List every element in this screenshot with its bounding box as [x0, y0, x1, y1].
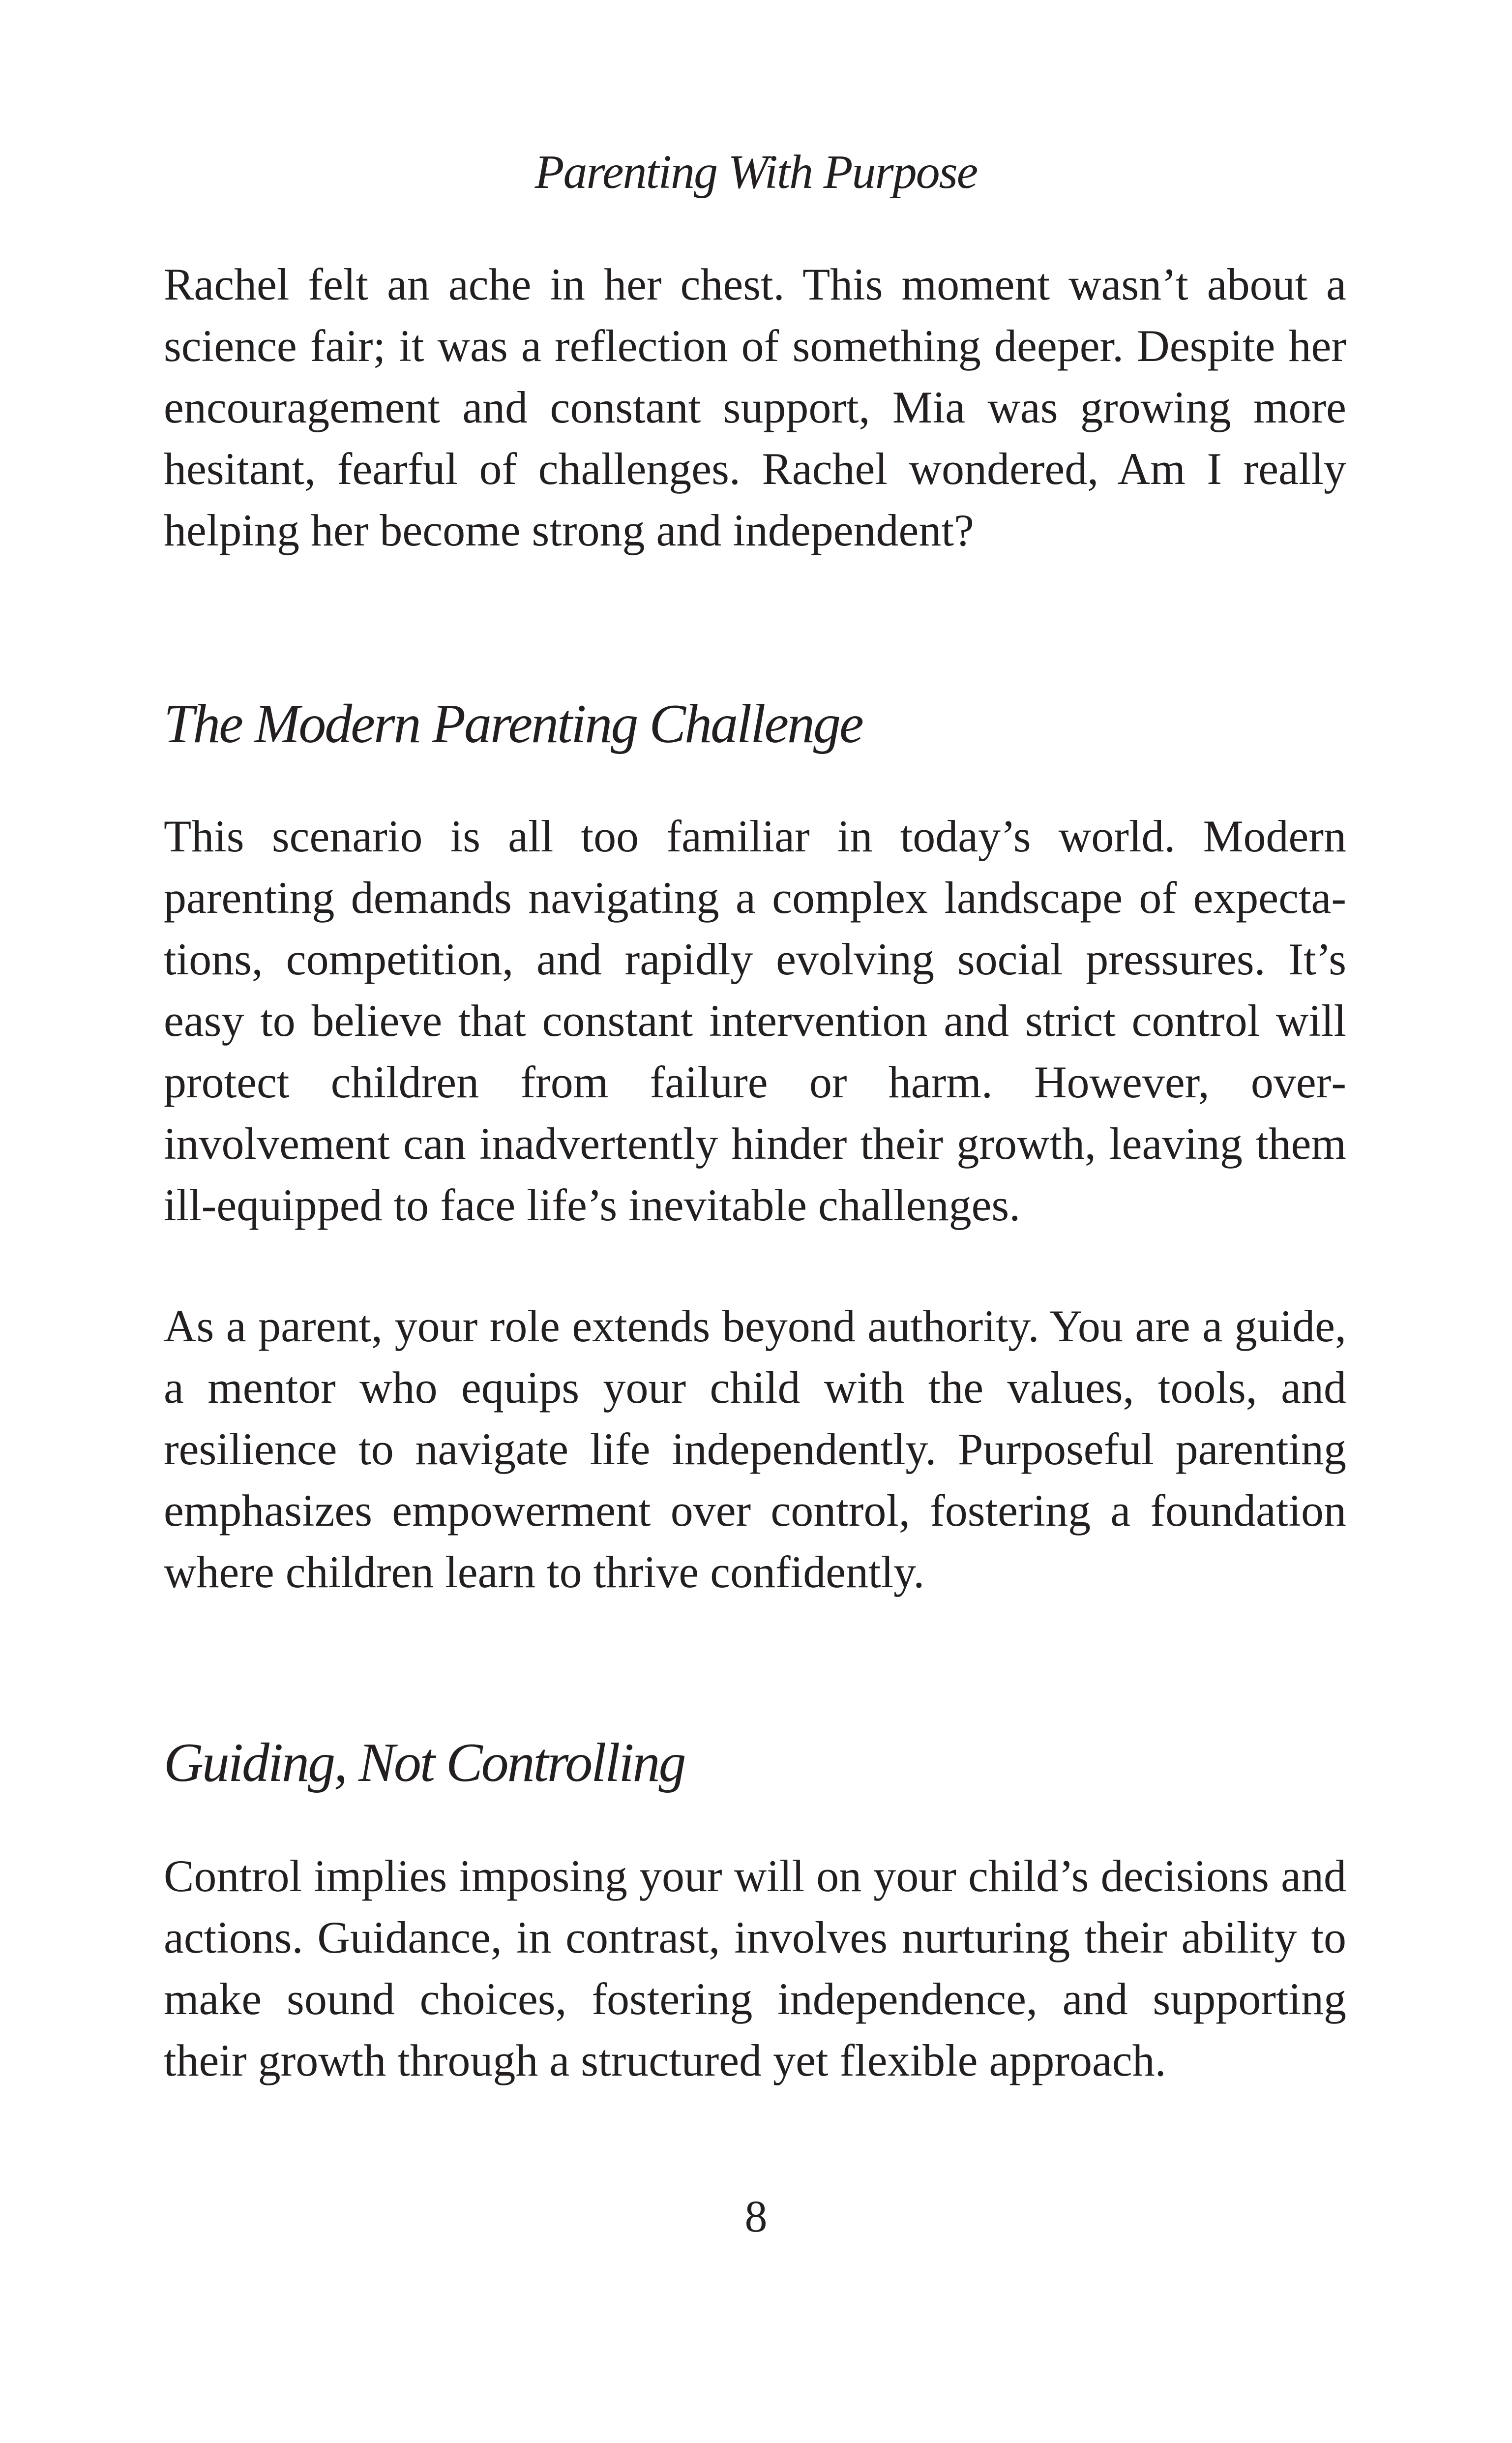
page-number: 8 [744, 2191, 768, 2241]
paragraph-role: As a parent, your role extends beyond authority. You are a guide, a mentor who equips your child with the values, tools, and resilience to navigate life independently. Purposeful parenting emphasizes empowerment over control, fostering a foundation where children learn to thrive confidently. [164, 1301, 1346, 1597]
running-head: Parenting With Purpose [534, 146, 978, 199]
paragraph-scenario: This scenario is all too familiar in today’s world. Modern parenting demands navigating a complex landscape of expectations, competition, and rapidly evolving social pressures. It’s easy to believe that constant intervention and strict control will protect children from failure or harm. However, overinvolvement can inadvertently hinder their growth, leaving them ill-equipped to face life’s inevitable challenges. [164, 811, 1346, 1230]
section-heading-modern-parenting: The Modern Parenting Challenge [164, 694, 862, 754]
section-heading-guiding: Guiding, Not Controlling [164, 1732, 685, 1793]
paragraph-rachel: Rachel felt an ache in her chest. This moment wasn’t about a science fair; it was a reflection of something deeper. Despite her encouragement and constant support, Mia was growing more hesitant, fearful of challenges. Rachel wondered, Am I really helping her become strong and independent? [164, 259, 1346, 555]
paragraph-control: Control implies imposing your will on your child’s decisions and actions. Guidance, in contrast, involves nurturing their ability to make sound choices, fostering independence, and supporting their growth through a structured yet flexible approach. [164, 1851, 1346, 2085]
